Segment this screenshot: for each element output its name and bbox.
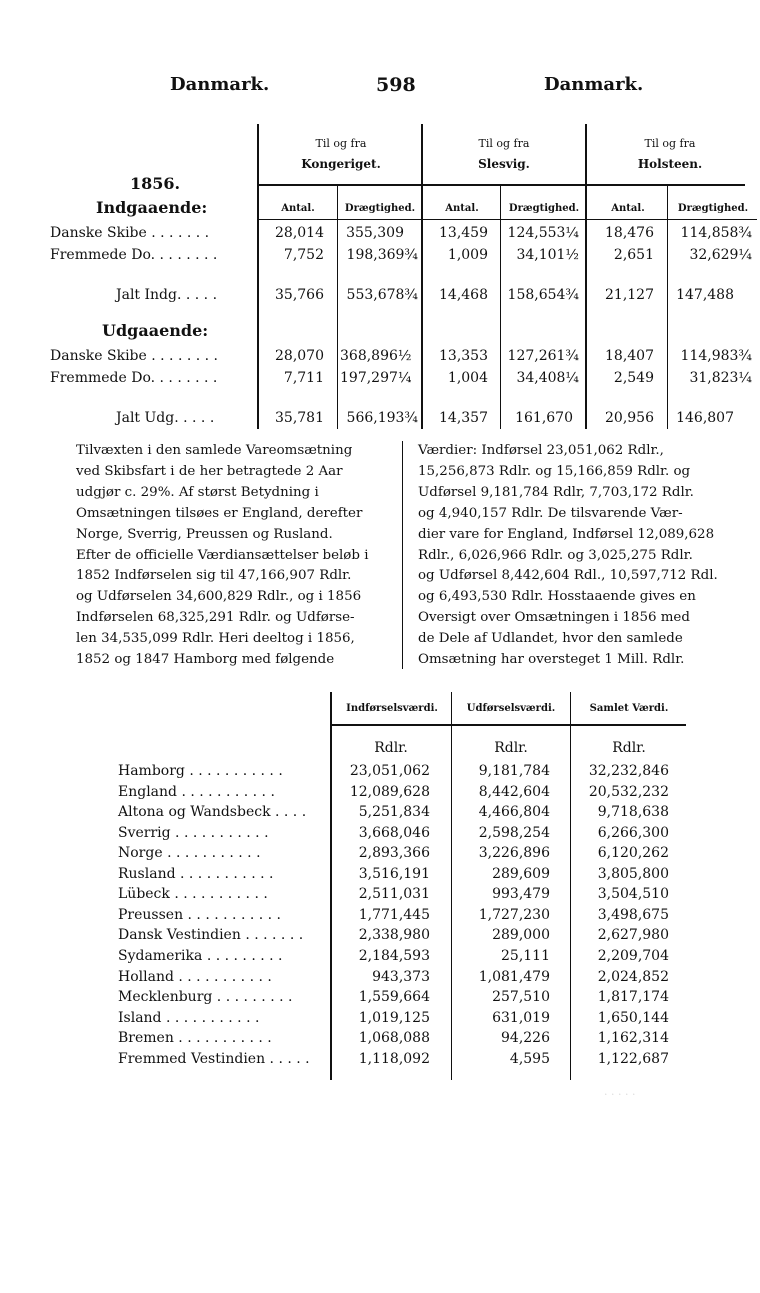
cell: 198,369¾ — [346, 247, 418, 263]
table-cell: 6,120,262 — [597, 845, 669, 861]
table-row-label: Dansk Vestindien . . . . . . . — [118, 927, 304, 943]
table-rule — [257, 124, 259, 429]
cell: 28,070 — [275, 348, 324, 364]
text-line: 1852 Indførselen sig til 47,166,907 Rdlr. — [76, 568, 352, 584]
text-line: Omsætning har oversteget 1 Mill. Rdlr. — [418, 652, 685, 668]
row-label: Fremmede Do. . . . . . . . — [50, 370, 218, 386]
text-line: Oversigt over Omsætningen i 1856 med — [418, 610, 690, 626]
running-head-left: Danmark. — [170, 74, 270, 95]
table-cell: 2,511,031 — [358, 886, 430, 902]
table-rule — [667, 186, 668, 429]
cell: 14,468 — [439, 287, 488, 303]
cell: 147,488 — [676, 287, 734, 303]
text-line: og 6,493,530 Rdlr. Hosstaaende gives en — [418, 589, 696, 605]
cell: 13,353 — [439, 348, 488, 364]
col-header-antal: Antal. — [445, 203, 479, 214]
table-year: 1856. — [130, 174, 181, 193]
table-cell: 1,727,230 — [478, 907, 550, 923]
cell: 146,807 — [676, 410, 734, 426]
table-rule — [421, 124, 423, 429]
table-cell: 12,089,628 — [349, 784, 430, 800]
table-cell: 3,805,800 — [597, 866, 669, 882]
table-cell: 257,510 — [492, 989, 550, 1005]
table-cell: 1,817,174 — [597, 989, 669, 1005]
text-line: Værdier: Indførsel 23,051,062 Rdlr., — [418, 443, 664, 458]
table-cell: 2,598,254 — [478, 825, 550, 841]
table-cell: 1,650,144 — [597, 1010, 669, 1026]
table-row-label: Fremmed Vestindien . . . . . — [118, 1051, 310, 1067]
table-row-label: Holland . . . . . . . . . . . — [118, 969, 272, 985]
table-rule — [451, 692, 452, 1080]
table-cell: 3,516,191 — [358, 866, 430, 882]
cell: 158,654¾ — [507, 287, 579, 303]
table-row-label: Preussen . . . . . . . . . . . — [118, 907, 281, 923]
row-label: Danske Skibe . . . . . . . . — [50, 348, 218, 364]
running-head-right: Danmark. — [544, 74, 644, 95]
table-rule — [500, 186, 501, 429]
cell: 197,297¼ — [340, 370, 412, 386]
inbound-title: Indgaaende: — [96, 198, 208, 217]
table-cell: 631,019 — [492, 1010, 550, 1026]
text-line: udgjør c. 29%. Af størst Betydning i — [76, 484, 319, 500]
text-line: de Dele af Udlandet, hvor den samlede — [418, 631, 683, 647]
table-row-label: Lübeck . . . . . . . . . . . — [118, 886, 268, 902]
page-number: 598 — [376, 74, 416, 96]
table-cell: 3,668,046 — [358, 825, 430, 841]
table-row-label: Sydamerika . . . . . . . . . — [118, 948, 283, 964]
text-line: og 4,940,157 Rdlr. De tilsvarende Vær- — [418, 505, 683, 521]
outbound-total-label: Jalt Udg. . . . . — [116, 410, 215, 426]
text-line: Tilvæxten i den samlede Vareomsætning — [76, 443, 353, 458]
cell: 368,896½ — [340, 348, 412, 364]
table-cell: 2,024,852 — [597, 969, 669, 985]
text-line: og Udførsel 8,442,604 Rdl., 10,597,712 Rdl. — [418, 568, 718, 584]
unit-label: Rdlr. — [494, 740, 528, 756]
group-header-slesvig: Til og fra Slesvig. — [478, 137, 530, 171]
text-line: 15,256,873 Rdlr. og 15,166,859 Rdlr. og — [418, 463, 691, 479]
table-rule — [570, 692, 571, 1080]
table-cell: 1,559,664 — [358, 989, 430, 1005]
table-cell: 3,498,675 — [597, 907, 669, 923]
text-line: ved Skibsfart i de her betragtede 2 Aar — [76, 463, 343, 479]
table-row-label: Hamborg . . . . . . . . . . . — [118, 763, 283, 779]
table-rule — [257, 219, 757, 220]
table-cell: 2,627,980 — [597, 927, 669, 943]
col-header-samlet: Samlet Værdi. — [589, 703, 669, 714]
table-row-label: Altona og Wandsbeck . . . . — [118, 804, 307, 820]
cell: 20,956 — [605, 410, 654, 426]
table-cell: 2,338,980 — [358, 927, 430, 943]
table-rule — [330, 692, 332, 1080]
unit-label: Rdlr. — [612, 740, 646, 756]
cell: 566,193¾ — [346, 410, 418, 426]
table-row-label: Norge . . . . . . . . . . . — [118, 845, 261, 861]
table-cell: 1,162,314 — [597, 1030, 669, 1046]
col-header-indforsel: Indførselsværdi. — [346, 703, 438, 714]
cell: 13,459 — [439, 225, 488, 241]
text-line: Omsætningen tilsøes er England, derefter — [76, 505, 363, 521]
table-cell: 4,595 — [509, 1051, 550, 1067]
table-cell: 8,442,604 — [478, 784, 550, 800]
text-line: Rdlr., 6,026,966 Rdlr. og 3,025,275 Rdlr. — [418, 547, 693, 563]
paragraph-right — [418, 441, 748, 671]
col-header-draegtighed: Drægtighed. — [344, 203, 416, 214]
text-line: og Udførselen 34,600,829 Rdlr., og i 1856 — [76, 589, 362, 605]
text-line: 1852 og 1847 Hamborg med følgende — [76, 652, 335, 668]
table-cell: 5,251,834 — [358, 804, 430, 820]
table-cell: 23,051,062 — [349, 763, 430, 779]
table-row-label: Island . . . . . . . . . . . — [118, 1010, 260, 1026]
cell: 114,983¾ — [680, 348, 752, 364]
cell: 34,101½ — [516, 247, 579, 263]
cell: 21,127 — [605, 287, 654, 303]
table-cell: 9,181,784 — [478, 763, 550, 779]
text-line: len 34,535,099 Rdlr. Heri deeltog i 1856, — [76, 631, 355, 647]
cell: 34,408¼ — [516, 370, 579, 386]
table-cell: 289,609 — [492, 866, 550, 882]
table-cell: 94,226 — [501, 1030, 550, 1046]
cell: 35,766 — [275, 287, 324, 303]
table-cell: 1,122,687 — [597, 1051, 669, 1067]
cell: 14,357 — [439, 410, 488, 426]
table-cell: 25,111 — [501, 948, 550, 964]
cell: 1,009 — [447, 247, 488, 263]
outbound-title: Udgaaende: — [102, 321, 209, 340]
table-cell: 1,019,125 — [358, 1010, 430, 1026]
cell: 161,670 — [515, 410, 573, 426]
unit-label: Rdlr. — [374, 740, 408, 756]
table-cell: 1,771,445 — [358, 907, 430, 923]
table-cell: 2,184,593 — [358, 948, 430, 964]
cell: 127,261¾ — [507, 348, 579, 364]
table-cell: 993,479 — [492, 886, 550, 902]
table-cell: 6,266,300 — [597, 825, 669, 841]
bleed-through-mark: · · · · · — [604, 1088, 636, 1101]
table-cell: 20,532,232 — [588, 784, 669, 800]
table-rule — [330, 724, 686, 726]
paragraph-left — [76, 441, 388, 671]
text-line: Udførsel 9,181,784 Rdlr, 7,703,172 Rdlr. — [418, 484, 694, 500]
cell: 7,711 — [283, 370, 324, 386]
col-header-antal: Antal. — [611, 203, 645, 214]
cell: 553,678¾ — [346, 287, 418, 303]
text-line: dier vare for England, Indførsel 12,089,628 — [418, 526, 715, 542]
row-label: Fremmede Do. . . . . . . . — [50, 247, 218, 263]
table-cell: 1,081,479 — [478, 969, 550, 985]
text-line: Efter de officielle Værdiansættelser beløb i — [76, 547, 369, 563]
cell: 124,553¼ — [507, 225, 579, 241]
table-cell: 1,118,092 — [358, 1051, 430, 1067]
table-cell: 289,000 — [492, 927, 550, 943]
cell: 2,651 — [613, 247, 654, 263]
cell: 114,858¾ — [680, 225, 752, 241]
table-cell: 9,718,638 — [597, 804, 669, 820]
text-line: Norge, Sverrig, Preussen og Rusland. — [76, 526, 333, 542]
inbound-total-label: Jalt Indg. . . . . — [116, 287, 218, 303]
table-rule — [257, 184, 745, 186]
table-row-label: Sverrig . . . . . . . . . . . — [118, 825, 269, 841]
table-cell: 1,068,088 — [358, 1030, 430, 1046]
col-header-draegtighed: Drægtighed. — [677, 203, 749, 214]
cell: 2,549 — [613, 370, 654, 386]
table-row-label: Bremen . . . . . . . . . . . — [118, 1030, 272, 1046]
col-header-antal: Antal. — [281, 203, 315, 214]
col-header-udforsel: Udførselsværdi. — [466, 703, 556, 714]
table-row-label: Rusland . . . . . . . . . . . — [118, 866, 274, 882]
table-rule — [337, 186, 338, 429]
column-rule — [402, 441, 403, 669]
text-line: Indførselen 68,325,291 Rdlr. og Udførse- — [76, 610, 355, 626]
cell: 7,752 — [283, 247, 324, 263]
cell: 1,004 — [447, 370, 488, 386]
table-cell: 943,373 — [372, 969, 430, 985]
col-header-draegtighed: Drægtighed. — [508, 203, 580, 214]
table-cell: 2,209,704 — [597, 948, 669, 964]
table-row-label: Mecklenburg . . . . . . . . . — [118, 989, 293, 1005]
group-header-kongeriget: Til og fra Kongeriget. — [301, 137, 381, 171]
table-cell: 4,466,804 — [478, 804, 550, 820]
table-row-label: England . . . . . . . . . . . — [118, 784, 275, 800]
cell: 355,309 — [346, 225, 404, 241]
table-cell: 3,504,510 — [597, 886, 669, 902]
cell: 35,781 — [275, 410, 324, 426]
cell: 31,823¼ — [689, 370, 752, 386]
cell: 28,014 — [275, 225, 324, 241]
table-cell: 32,232,846 — [588, 763, 669, 779]
table-cell: 3,226,896 — [478, 845, 550, 861]
table-cell: 2,893,366 — [358, 845, 430, 861]
row-label: Danske Skibe . . . . . . . — [50, 225, 210, 241]
group-header-holsteen: Til og fra Holsteen. — [637, 137, 703, 171]
table-rule — [585, 124, 587, 429]
cell: 18,407 — [605, 348, 654, 364]
cell: 32,629¼ — [689, 247, 752, 263]
cell: 18,476 — [605, 225, 654, 241]
